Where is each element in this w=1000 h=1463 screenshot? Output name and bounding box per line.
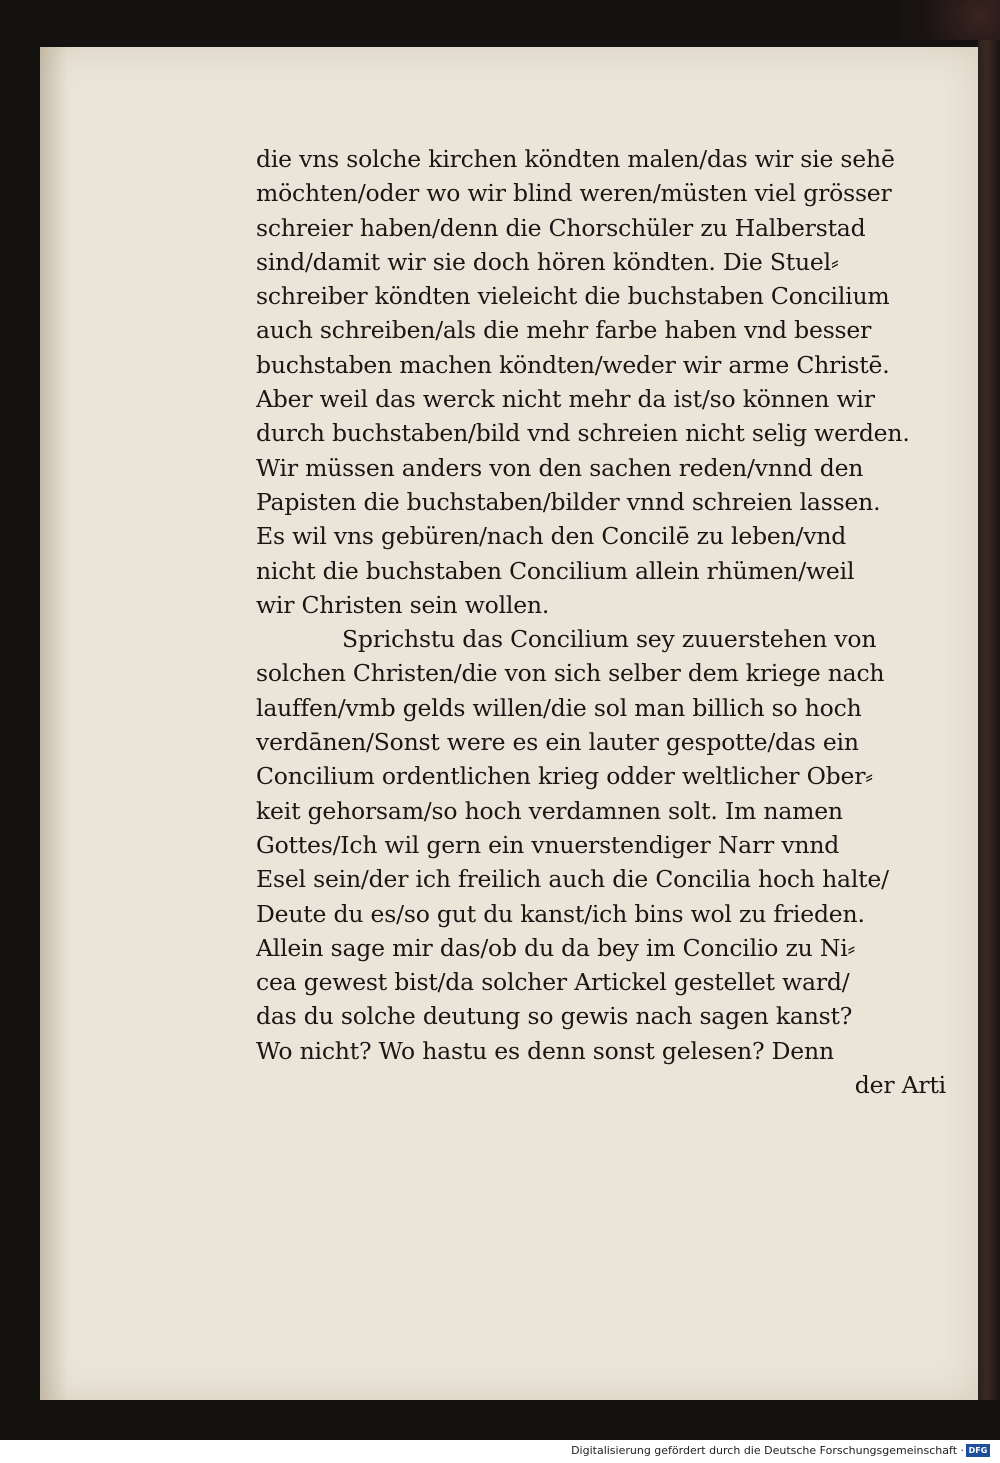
text-line: keit gehorsam/so hoch verdamnen solt. Im namen (256, 796, 843, 825)
text-line: möchten/oder wo wir blind weren/müsten viel grösser (256, 179, 892, 208)
text-line-indented: Sprichstu das Concilium sey zuuerstehen von (342, 625, 877, 654)
funding-credit: Digitalisierung gefördert durch die Deutsche Forschungsgemeinschaft · (571, 1444, 964, 1457)
text-line: schreiber köndten vieleicht die buchstaben Concilium (256, 282, 890, 311)
page-text (256, 142, 946, 1102)
book-spine-edge (978, 40, 1000, 1400)
text-line: schreier haben/denn die Chorschüler zu Halberstad (256, 213, 866, 242)
text-line: Allein sage mir das/ob du da bey im Concilio zu Ni⸗ (256, 933, 856, 962)
page-gutter-shade (40, 47, 68, 1400)
text-line: Papisten die buchstaben/bilder vnnd schreien lassen. (256, 487, 881, 516)
text-line: solchen Christen/die von sich selber dem kriege nach (256, 659, 885, 688)
text-line: das du solche deutung so gewis nach sagen kanst? (256, 1002, 853, 1031)
text-line: auch schreiben/als die mehr farbe haben vnd besser (256, 316, 872, 345)
text-line: lauffen/vmb gelds willen/die sol man billich so hoch (256, 693, 862, 722)
text-line: Aber weil das werck nicht mehr da ist/so können wir (256, 385, 875, 414)
text-line: Wo nicht? Wo hastu es denn sonst gelesen? Denn (256, 1036, 834, 1065)
scan-corner-shadow (900, 0, 1000, 40)
text-line: verdānen/Sonst were es ein lauter gespotte/das ein (256, 728, 859, 757)
text-line: buchstaben machen köndten/weder wir arme Christē. (256, 350, 890, 379)
text-line: durch buchstaben/bild vnd schreien nicht selig werden. (256, 419, 910, 448)
text-line: nicht die buchstaben Concilium allein rhümen/weil (256, 556, 855, 585)
dfg-logo-icon: DFG (966, 1444, 990, 1457)
text-line: Deute du es/so gut du kanst/ich bins wol zu frieden. (256, 899, 865, 928)
catchword: der Arti (854, 1071, 946, 1100)
text-line: die vns solche kirchen köndten malen/das wir sie sehē (256, 145, 895, 173)
text-line: Es wil vns gebüren/nach den Concilē zu leben/vnd (256, 522, 847, 551)
text-line: Concilium ordentlichen krieg odder weltlicher Ober⸗ (256, 762, 873, 791)
text-line: sind/damit wir sie doch hören köndten. Die Stuel⸗ (256, 247, 839, 276)
text-line: Gottes/Ich wil gern ein vnuerstendiger Narr vnnd (256, 830, 840, 859)
text-line: Wir müssen anders von den sachen reden/vnnd den (256, 453, 864, 482)
text-line: wir Christen sein wollen. (256, 590, 550, 619)
text-line: Esel sein/der ich freilich auch die Concilia hoch halte/ (256, 865, 889, 894)
text-line: cea gewest bist/da solcher Artickel gestellet ward/ (256, 968, 850, 997)
